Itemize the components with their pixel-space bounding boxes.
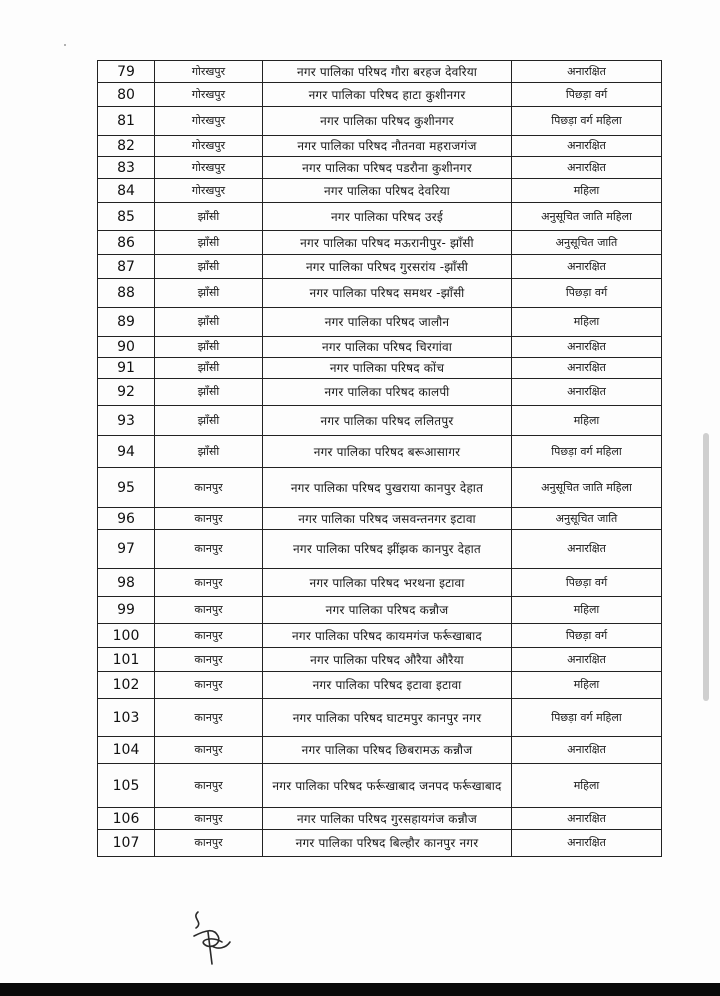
reservation-category-cell: पिछड़ा वर्ग	[512, 569, 662, 597]
municipal-body-cell: नगर पालिका परिषद जसवन्तनगर इटावा	[263, 508, 512, 530]
table-row	[98, 406, 662, 436]
reservation-category-cell: अनारक्षित	[512, 830, 662, 857]
table-row	[98, 203, 662, 231]
table-row	[98, 569, 662, 597]
reservation-category-cell: अनारक्षित	[512, 337, 662, 358]
division-cell: गोरखपुर	[155, 61, 263, 83]
table-row	[98, 61, 662, 83]
division-cell: गोरखपुर	[155, 157, 263, 179]
municipal-body-cell: नगर पालिका परिषद बिल्हौर कानपुर नगर	[263, 830, 512, 857]
municipal-body-cell: नगर पालिका परिषद चिरगांवा	[263, 337, 512, 358]
table-row	[98, 157, 662, 179]
division-cell: झाँसी	[155, 406, 263, 436]
table-row	[98, 136, 662, 157]
row-number: 86	[98, 231, 155, 255]
municipal-body-cell: नगर पालिका परिषद कोंच	[263, 358, 512, 379]
row-number: 84	[98, 179, 155, 203]
table-row	[98, 107, 662, 136]
reservation-category-cell: अनारक्षित	[512, 136, 662, 157]
division-cell: कानपुर	[155, 672, 263, 699]
row-number: 80	[98, 83, 155, 107]
table-row	[98, 279, 662, 308]
municipal-body-cell: नगर पालिका परिषद ललितपुर	[263, 406, 512, 436]
division-cell: झाँसी	[155, 231, 263, 255]
municipal-body-cell: नगर पालिका परिषद झींझक कानपुर देहात	[263, 530, 512, 569]
municipal-body-cell: नगर पालिका परिषद गौरा बरहज देवरिया	[263, 61, 512, 83]
municipal-body-cell: नगर पालिका परिषद नौतनवा महराजगंज	[263, 136, 512, 157]
municipal-body-cell: नगर पालिका परिषद औरैया औरैया	[263, 648, 512, 672]
row-number: 92	[98, 379, 155, 406]
division-cell: कानपुर	[155, 569, 263, 597]
reservation-category-cell: अनारक्षित	[512, 379, 662, 406]
table-row	[98, 231, 662, 255]
table-row	[98, 648, 662, 672]
municipal-body-cell: नगर पालिका परिषद कालपी	[263, 379, 512, 406]
division-cell: गोरखपुर	[155, 136, 263, 157]
reservation-category-cell: अनुसूचित जाति	[512, 508, 662, 530]
bottom-bar	[0, 983, 720, 996]
division-cell: कानपुर	[155, 530, 263, 569]
division-cell: झाँसी	[155, 203, 263, 231]
reservation-table-body	[98, 61, 662, 857]
division-cell: कानपुर	[155, 737, 263, 764]
municipal-body-cell: नगर पालिका परिषद कन्नौज	[263, 597, 512, 624]
division-cell: कानपुर	[155, 624, 263, 648]
row-number: 96	[98, 508, 155, 530]
table-row	[98, 468, 662, 508]
row-number: 95	[98, 468, 155, 508]
row-number: 102	[98, 672, 155, 699]
municipal-body-cell: नगर पालिका परिषद बरूआसागर	[263, 436, 512, 468]
reservation-category-cell: अनारक्षित	[512, 61, 662, 83]
row-number: 105	[98, 764, 155, 808]
municipal-body-cell: नगर पालिका परिषद समथर -झाँसी	[263, 279, 512, 308]
municipal-body-cell: नगर पालिका परिषद कुशीनगर	[263, 107, 512, 136]
table-row	[98, 530, 662, 569]
row-number: 101	[98, 648, 155, 672]
municipal-body-cell: नगर पालिका परिषद गुरसरांय -झाँसी	[263, 255, 512, 279]
reservation-category-cell: पिछड़ा वर्ग	[512, 83, 662, 107]
table-row	[98, 337, 662, 358]
reservation-category-cell: पिछड़ा वर्ग महिला	[512, 699, 662, 737]
municipal-body-cell: नगर पालिका परिषद पडरौना कुशीनगर	[263, 157, 512, 179]
division-cell: झाँसी	[155, 337, 263, 358]
row-number: 107	[98, 830, 155, 857]
division-cell: झाँसी	[155, 358, 263, 379]
row-number: 104	[98, 737, 155, 764]
municipal-body-cell: नगर पालिका परिषद छिबरामऊ कन्नौज	[263, 737, 512, 764]
row-number: 103	[98, 699, 155, 737]
municipal-body-cell: नगर पालिका परिषद हाटा कुशीनगर	[263, 83, 512, 107]
table-row	[98, 737, 662, 764]
municipal-body-cell: नगर पालिका परिषद गुरसहायगंज कन्नौज	[263, 808, 512, 830]
table-row	[98, 597, 662, 624]
row-number: 94	[98, 436, 155, 468]
division-cell: झाँसी	[155, 255, 263, 279]
division-cell: गोरखपुर	[155, 179, 263, 203]
reservation-category-cell: अनारक्षित	[512, 648, 662, 672]
division-cell: कानपुर	[155, 699, 263, 737]
reservation-category-cell: अनारक्षित	[512, 358, 662, 379]
row-number: 87	[98, 255, 155, 279]
table-row	[98, 808, 662, 830]
division-cell: कानपुर	[155, 764, 263, 808]
reservation-category-cell: अनुसूचित जाति	[512, 231, 662, 255]
division-cell: कानपुर	[155, 597, 263, 624]
row-number: 85	[98, 203, 155, 231]
row-number: 81	[98, 107, 155, 136]
table-row	[98, 379, 662, 406]
scroll-indicator[interactable]	[703, 433, 709, 701]
reservation-category-cell: पिछड़ा वर्ग	[512, 279, 662, 308]
municipal-body-cell: नगर पालिका परिषद कायमगंज फर्रूखाबाद	[263, 624, 512, 648]
table-row	[98, 308, 662, 337]
table-row	[98, 436, 662, 468]
division-cell: झाँसी	[155, 308, 263, 337]
reservation-category-cell: अनारक्षित	[512, 255, 662, 279]
reservation-category-cell: अनारक्षित	[512, 157, 662, 179]
municipal-body-cell: नगर पालिका परिषद घाटमपुर कानपुर नगर	[263, 699, 512, 737]
table-row	[98, 672, 662, 699]
division-cell: कानपुर	[155, 648, 263, 672]
division-cell: गोरखपुर	[155, 83, 263, 107]
division-cell: झाँसी	[155, 379, 263, 406]
municipal-body-cell: नगर पालिका परिषद फर्रूखाबाद जनपद फर्रूखाबाद	[263, 764, 512, 808]
reservation-category-cell: पिछड़ा वर्ग	[512, 624, 662, 648]
reservation-category-cell: महिला	[512, 672, 662, 699]
reservation-category-cell: पिछड़ा वर्ग महिला	[512, 107, 662, 136]
reservation-category-cell: पिछड़ा वर्ग महिला	[512, 436, 662, 468]
reservation-category-cell: महिला	[512, 406, 662, 436]
reservation-category-cell: अनारक्षित	[512, 808, 662, 830]
row-number: 93	[98, 406, 155, 436]
row-number: 97	[98, 530, 155, 569]
division-cell: झाँसी	[155, 436, 263, 468]
table-row	[98, 764, 662, 808]
reservation-category-cell: अनारक्षित	[512, 530, 662, 569]
reservation-category-cell: महिला	[512, 764, 662, 808]
scan-speck	[64, 44, 66, 46]
table-row	[98, 83, 662, 107]
reservation-category-cell: अनुसूचित जाति महिला	[512, 203, 662, 231]
signature-mark	[182, 906, 238, 970]
division-cell: कानपुर	[155, 830, 263, 857]
municipal-body-cell: नगर पालिका परिषद पुखराया कानपुर देहात	[263, 468, 512, 508]
table-row	[98, 830, 662, 857]
row-number: 100	[98, 624, 155, 648]
reservation-category-cell: महिला	[512, 597, 662, 624]
division-cell: कानपुर	[155, 508, 263, 530]
row-number: 83	[98, 157, 155, 179]
reservation-table	[97, 60, 662, 857]
table-row	[98, 624, 662, 648]
row-number: 88	[98, 279, 155, 308]
municipal-body-cell: नगर पालिका परिषद इटावा इटावा	[263, 672, 512, 699]
row-number: 99	[98, 597, 155, 624]
table-row	[98, 508, 662, 530]
row-number: 79	[98, 61, 155, 83]
row-number: 82	[98, 136, 155, 157]
row-number: 90	[98, 337, 155, 358]
table-row	[98, 179, 662, 203]
row-number: 106	[98, 808, 155, 830]
municipal-body-cell: नगर पालिका परिषद देवरिया	[263, 179, 512, 203]
reservation-category-cell: महिला	[512, 179, 662, 203]
row-number: 89	[98, 308, 155, 337]
municipal-body-cell: नगर पालिका परिषद भरथना इटावा	[263, 569, 512, 597]
division-cell: गोरखपुर	[155, 107, 263, 136]
reservation-category-cell: अनुसूचित जाति महिला	[512, 468, 662, 508]
table-row	[98, 255, 662, 279]
municipal-body-cell: नगर पालिका परिषद मऊरानीपुर- झाँसी	[263, 231, 512, 255]
division-cell: झाँसी	[155, 279, 263, 308]
division-cell: कानपुर	[155, 468, 263, 508]
row-number: 91	[98, 358, 155, 379]
reservation-category-cell: अनारक्षित	[512, 737, 662, 764]
division-cell: कानपुर	[155, 808, 263, 830]
table-row	[98, 358, 662, 379]
municipal-body-cell: नगर पालिका परिषद उरई	[263, 203, 512, 231]
municipal-body-cell: नगर पालिका परिषद जालौन	[263, 308, 512, 337]
reservation-category-cell: महिला	[512, 308, 662, 337]
row-number: 98	[98, 569, 155, 597]
table-row	[98, 699, 662, 737]
